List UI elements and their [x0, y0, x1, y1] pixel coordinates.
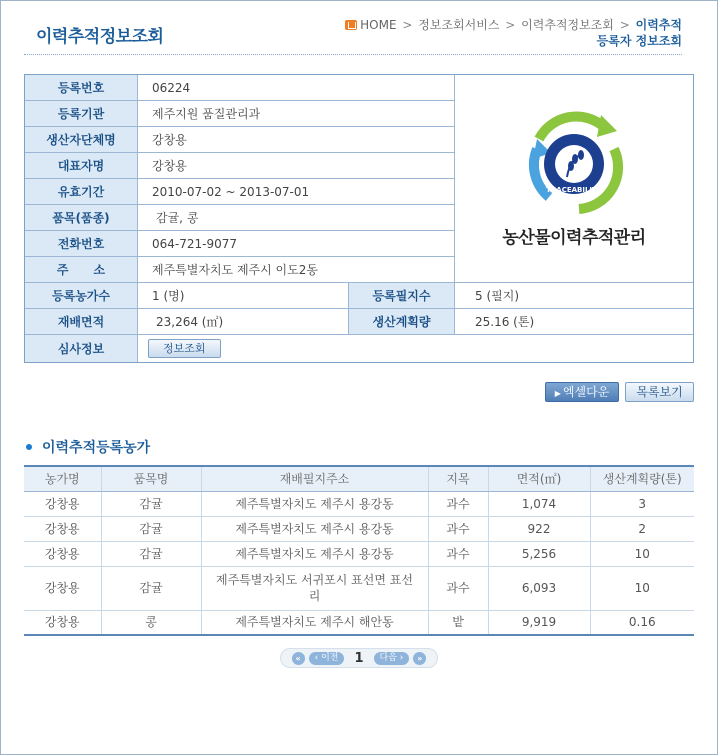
section-title-text: 이력추적등록농가 [42, 440, 151, 456]
cell-plan: 3 [590, 491, 694, 516]
breadcrumb-home[interactable]: HOME [360, 18, 397, 32]
breadcrumb-current-2: 등록자 정보조회 [596, 34, 682, 48]
logo-badge-text: TRACEABILITY [546, 186, 602, 194]
breadcrumb-current-1: 이력추적 [635, 18, 682, 32]
farm-count-value: 1 (명) [138, 283, 349, 308]
excel-download-button[interactable] [545, 382, 619, 402]
reg-no-value: 06224 [152, 80, 191, 95]
cell-farmer: 강창용 [24, 491, 101, 516]
table-row [24, 566, 694, 610]
breadcrumb-item-trace[interactable]: 이력추적정보조회 [521, 18, 614, 32]
breadcrumb [345, 17, 682, 49]
area-value: 23,264 (㎡) [138, 309, 349, 334]
chevron-right-icon: > [505, 18, 516, 32]
farm-table [24, 465, 694, 636]
cell-plan: 0.16 [590, 610, 694, 635]
list-view-button[interactable]: 목록보기 [625, 382, 694, 402]
cell-area: 6,093 [488, 566, 590, 610]
first-page-button[interactable]: « [292, 652, 305, 665]
address-value: 제주특별자치도 제주시 이도2동 [152, 263, 318, 277]
col-plan: 생산계획량(톤) [590, 466, 694, 491]
cell-item: 콩 [101, 610, 201, 635]
cell-address: 제주특별자치도 제주시 용강동 [201, 541, 428, 566]
bullet-icon [26, 444, 32, 450]
traceability-logo [455, 75, 693, 283]
cell-item: 감귤 [101, 516, 201, 541]
cell-area: 922 [488, 516, 590, 541]
cell-plan: 10 [590, 541, 694, 566]
col-address: 재배필지주소 [201, 466, 428, 491]
traceability-logo-icon [509, 109, 639, 219]
farm-table-header [24, 466, 694, 491]
table-row [24, 610, 694, 635]
ceo-value: 강창용 [152, 159, 187, 173]
chevron-right-icon: > [619, 18, 630, 32]
valid-label: 유효기간 [25, 179, 138, 204]
cell-item: 감귤 [101, 566, 201, 610]
col-farmer: 농가명 [24, 466, 101, 491]
cell-land-type: 과수 [428, 516, 488, 541]
reg-no-label: 등록번호 [25, 75, 138, 100]
col-item: 품목명 [101, 466, 201, 491]
cell-address: 제주특별자치도 제주시 해안동 [201, 610, 428, 635]
prev-page-button[interactable]: ‹ 이전 [309, 652, 345, 665]
cell-farmer: 강창용 [24, 516, 101, 541]
reg-org-value: 제주지원 품질관리과 [152, 107, 261, 121]
cell-area: 9,919 [488, 610, 590, 635]
producer-value: 강창용 [152, 133, 187, 147]
cell-plan: 10 [590, 566, 694, 610]
next-page-button[interactable]: 다음 › [374, 652, 410, 665]
cell-area: 1,074 [488, 491, 590, 516]
breadcrumb-item-service[interactable]: 정보조회서비스 [418, 18, 500, 32]
col-land-type: 지목 [428, 466, 488, 491]
item-label: 품목(품종) [25, 205, 138, 230]
phone-label: 전화번호 [25, 231, 138, 256]
table-row [24, 516, 694, 541]
last-page-button[interactable]: » [413, 652, 426, 665]
section-title [26, 437, 150, 457]
page-number-current[interactable]: 1 [354, 650, 364, 666]
review-cell [138, 335, 221, 362]
address-label: 주 소 [25, 257, 138, 282]
cell-address: 제주특별자치도 서귀포시 표선면 표선리 [201, 566, 428, 610]
col-area: 면적(㎡) [488, 466, 590, 491]
cell-land-type: 과수 [428, 566, 488, 610]
cell-farmer: 강창용 [24, 566, 101, 610]
ceo-label: 대표자명 [25, 153, 138, 178]
registrant-info-table [24, 74, 694, 363]
play-icon: ▶ [554, 389, 561, 398]
cell-address: 제주특별자치도 제주시 용강동 [201, 491, 428, 516]
header-divider [24, 54, 682, 55]
cell-plan: 2 [590, 516, 694, 541]
cell-item: 감귤 [101, 541, 201, 566]
cell-land-type: 과수 [428, 491, 488, 516]
field-count-label: 등록필지수 [349, 283, 455, 308]
cell-land-type: 밭 [428, 610, 488, 635]
chevron-right-icon: > [402, 18, 413, 32]
reg-org-label: 등록기관 [25, 101, 138, 126]
farm-count-label: 등록농가수 [25, 283, 138, 308]
plan-value: 25.16 (톤) [475, 315, 535, 329]
page-title: 이력추적정보조회 [36, 27, 164, 47]
phone-value: 064-721-9077 [152, 236, 238, 251]
table-row [24, 491, 694, 516]
pagination [280, 648, 438, 668]
field-count-value: 5 (필지) [475, 289, 519, 303]
review-label: 심사정보 [25, 335, 138, 362]
table-row [24, 541, 694, 566]
cell-land-type: 과수 [428, 541, 488, 566]
cell-farmer: 강창용 [24, 541, 101, 566]
cell-address: 제주특별자치도 제주시 용강동 [201, 516, 428, 541]
logo-caption: 농산물이력추적관리 [502, 228, 646, 248]
cell-farmer: 강창용 [24, 610, 101, 635]
cell-area: 5,256 [488, 541, 590, 566]
item-value: 감귤, 콩 [156, 211, 199, 225]
area-label: 재배면적 [25, 309, 138, 334]
cell-item: 감귤 [101, 491, 201, 516]
valid-value: 2010-07-02 ~ 2013-07-01 [152, 184, 310, 199]
producer-label: 생산자단체명 [25, 127, 138, 152]
excel-download-label: 엑셀다운 [562, 385, 610, 399]
home-icon [345, 20, 357, 30]
info-lookup-button[interactable]: 정보조회 [148, 339, 221, 358]
plan-label: 생산계획량 [349, 309, 455, 334]
